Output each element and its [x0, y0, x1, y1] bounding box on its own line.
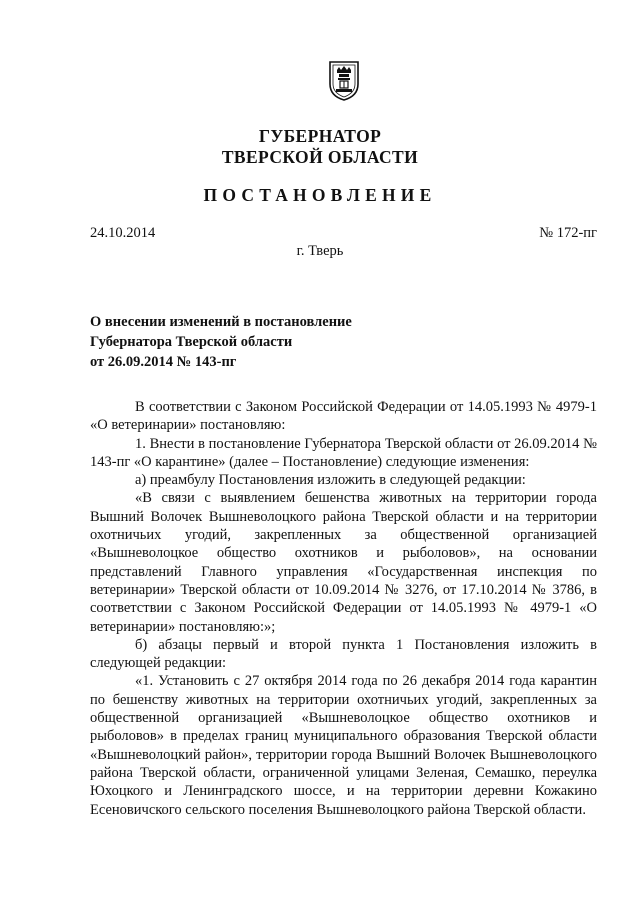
- document-type: ПОСТАНОВЛЕНИЕ: [203, 185, 437, 205]
- document-body: [90, 398, 597, 819]
- document-city: г. Тверь: [296, 243, 344, 259]
- authority-region: ТВЕРСКОЙ ОБЛАСТИ: [221, 147, 419, 167]
- paragraph-quoted-item-1: «1. Установить с 27 октября 2014 года по 26 декабря 2014 года карантин по бешенству животных на территории охотничьих угодий, закрепленных за общественной организацией «Вышневолоцкое общество охотников и рыболовов» в пределах границ муниципального образования Тверской области «Вышневолоцкий район», территории города Вышний Волочек Вышневолоцкого района Тверской области, ограниченной улицами Зеленая, Семашко, переулка Юхоцкого и Ленинградского шоссе, и на территории деревни Кожакино Есеновичского сельского поселения Вышневолоцкого района Тверской области.: [90, 673, 597, 818]
- subject-line: от 26.09.2014 № 143-пг: [90, 354, 237, 370]
- paragraph-quoted-preamble: «В связи с выявлением бешенства животных на территории города Вышний Волочек Вышневолоцкого района Тверской области и на территории охотничьих угодий, закрепленных за общественной организацией «Вышневолоцкое общество охотников и рыболовов», на основании представлений Главного управления «Государственная инспекция по ветеринарии» Тверской области от 10.09.2014 № 3276, от 17.10.2014 № 3786, в соответствии с Законом Российской Федерации от 14.05.1993 № 4979-1 «О ветеринарии» постановляю:»;: [90, 490, 597, 635]
- coat-of-arms-icon: [327, 58, 361, 102]
- document-number: № 172-пг: [539, 225, 597, 241]
- paragraph-subitem-b: б) абзацы первый и второй пункта 1 Постановления изложить в следующей редакции:: [90, 636, 597, 672]
- subject-line: О внесении изменений в постановление: [90, 314, 352, 330]
- document-subject: [90, 312, 352, 372]
- paragraph-subitem-a: а) преамбулу Постановления изложить в следующей редакции:: [135, 472, 526, 489]
- paragraph-item-1: 1. Внести в постановление Губернатора Тверской области от 26.09.2014 № 143-пг «О карантине» (далее – Постановление) следующие изменения:: [90, 435, 597, 470]
- paragraph-preamble: В соответствии с Законом Российской Федерации от 14.05.1993 № 4979-1 «О ветеринарии» постановляю:: [90, 399, 597, 434]
- authority-title: ГУБЕРНАТОР: [258, 126, 382, 146]
- document-date: 24.10.2014: [90, 225, 156, 241]
- subject-line: Губернатора Тверской области: [90, 334, 293, 350]
